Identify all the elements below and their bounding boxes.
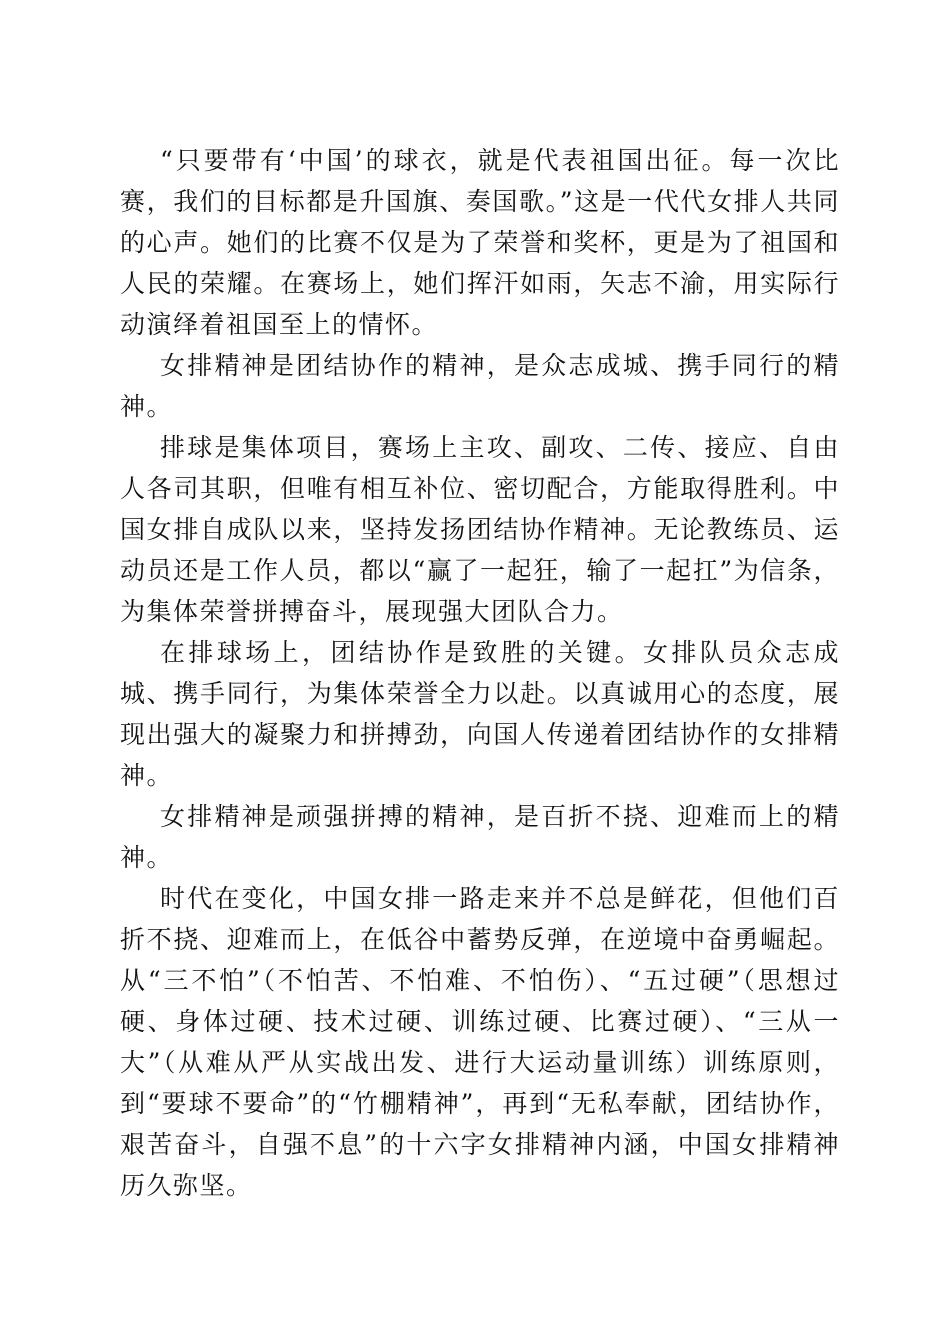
paragraph-6: 时代在变化，中国女排一路走来并不总是鲜花，但他们百折不挠、迎难而上，在低谷中蓄势反弹，在逆境中奋勇崛起。从“三不怕”（不怕苦、不怕难、不怕伤）、“五过硬”（思想过硬、身体过硬、技术过硬、训练过硬、比赛过硬）、“三从一大”（从难从严从实战出发、进行大运动量训练）训练原则，到“要球不要命”的“竹棚精神”，再到“无私奉献，团结协作，艰苦奋斗，自强不息”的十六字女排精神内涵，中国女排精神历久弥坚。	[120, 884, 840, 1200]
paragraph-5: 女排精神是顽强拼搏的精神，是百折不挠、迎难而上的精神。	[120, 802, 840, 872]
paragraph-2: 女排精神是团结协作的精神，是众志成城、携手同行的精神。	[120, 351, 840, 421]
paragraph-4: 在排球场上，团结协作是致胜的关键。女排队员众志成城、携手同行，为集体荣誉全力以赴。以真诚用心的态度，展现出强大的凝聚力和拼搏劲，向国人传递着团结协作的女排精神。	[120, 638, 840, 790]
paragraph-1: “只要带有‘中国’的球衣，就是代表祖国出征。每一次比赛，我们的目标都是升国旗、奏国歌。”这是一代代女排人共同的心声。她们的比赛不仅是为了荣誉和奖杯，更是为了祖国和人民的荣耀。在赛场上，她们挥汗如雨，矢志不渝，用实际行动演绎着祖国至上的情怀。	[120, 146, 840, 339]
paragraph-3: 排球是集体项目，赛场上主攻、副攻、二传、接应、自由人各司其职，但唯有相互补位、密切配合，方能取得胜利。中国女排自成队以来，坚持发扬团结协作精神。无论教练员、运动员还是工作人员，都以“赢了一起狂，输了一起扛”为信条，为集体荣誉拼搏奋斗，展现强大团队合力。	[120, 433, 840, 626]
document-body	[120, 140, 840, 1206]
